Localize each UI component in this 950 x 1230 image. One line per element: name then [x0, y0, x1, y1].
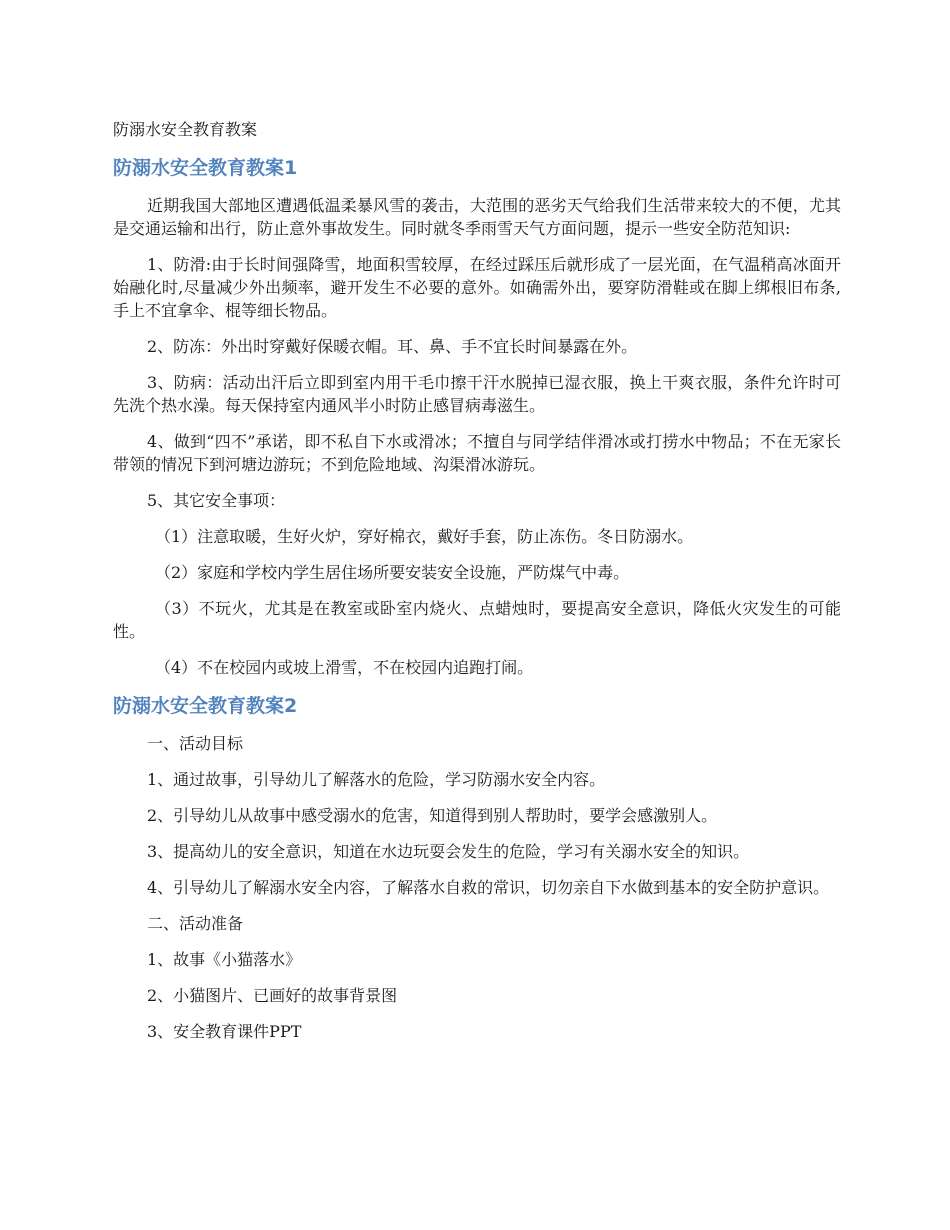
- document-title: 防溺水安全教育教案: [113, 120, 258, 139]
- paragraph: 2、小猫图片、已画好的故事背景图: [147, 986, 398, 1005]
- paragraph: （1）注意取暖，生好火炉，穿好棉衣，戴好手套，防止冻伤。冬日防溺水。: [155, 527, 694, 546]
- paragraph: 2、引导幼儿从故事中感受溺水的危害，知道得到别人帮助时，要学会感激别人。: [147, 806, 718, 825]
- paragraph: （3）不玩火，尤其是在教室或卧室内烧火、点蜡烛时，要提高安全意识，降低火灾发生的可能性。: [113, 599, 841, 641]
- paragraph: 2、防冻：外出时穿戴好保暖衣帽。耳、鼻、手不宜长时间暴露在外。: [147, 337, 638, 356]
- paragraph: 4、引导幼儿了解溺水安全内容，了解落水自救的常识，切勿亲自下水做到基本的安全防护意识。: [147, 878, 830, 897]
- paragraph: 4、做到“四不”承诺，即不私自下水或滑冰；不擅自与同学结伴滑冰或打捞水中物品；不在无家长带领的情况下到河塘边游玩；不到危险地域、沟渠滑冰游玩。: [113, 432, 841, 474]
- section-heading: 防溺水安全教育教案1: [113, 157, 298, 179]
- paragraph: 二、活动准备: [147, 914, 244, 933]
- paragraph: 3、防病：活动出汗后立即到室内用干毛巾擦干汗水脱掉已湿衣服，换上干爽衣服，条件允许时可先洗个热水澡。每天保持室内通风半小时防止感冒病毒滋生。: [113, 373, 841, 415]
- paragraph: 近期我国大部地区遭遇低温柔暴风雪的袭击，大范围的恶劣天气给我们生活带来较大的不便，尤其是交通运输和出行，防止意外事故发生。同时就冬季雨雪天气方面问题，提示一些安全防范知识:: [113, 196, 841, 238]
- paragraph: （4）不在校园内或坡上滑雪，不在校园内追跑打闹。: [155, 658, 534, 677]
- section-heading: 防溺水安全教育教案2: [113, 695, 298, 717]
- paragraph: 一、活动目标: [147, 734, 244, 753]
- paragraph: 5、其它安全事项：: [147, 491, 286, 510]
- document-page: [113, 118, 841, 1056]
- paragraph: 3、提高幼儿的安全意识，知道在水边玩耍会发生的危险，学习有关溺水安全的知识。: [147, 842, 750, 861]
- section-1: [113, 154, 841, 679]
- paragraph: 3、安全教育课件PPT: [147, 1022, 302, 1041]
- paragraph: （2）家庭和学校内学生居住场所要安装安全设施，严防煤气中毒。: [155, 563, 630, 582]
- paragraph: 1、防滑:由于长时间强降雪，地面积雪较厚，在经过踩压后就形成了一层光面，在气温稍高冰面开始融化时,尽量减少外出频率，避开发生不必要的意外。如确需外出，要穿防滑鞋或在脚上绑根旧布条,手上不宜拿伞、棍等细长物品。: [113, 255, 841, 320]
- paragraph: 1、通过故事，引导幼儿了解落水的危险，学习防溺水安全内容。: [147, 770, 606, 789]
- paragraph: 1、故事《小猫落水》: [147, 950, 302, 969]
- section-2: [113, 692, 841, 1043]
